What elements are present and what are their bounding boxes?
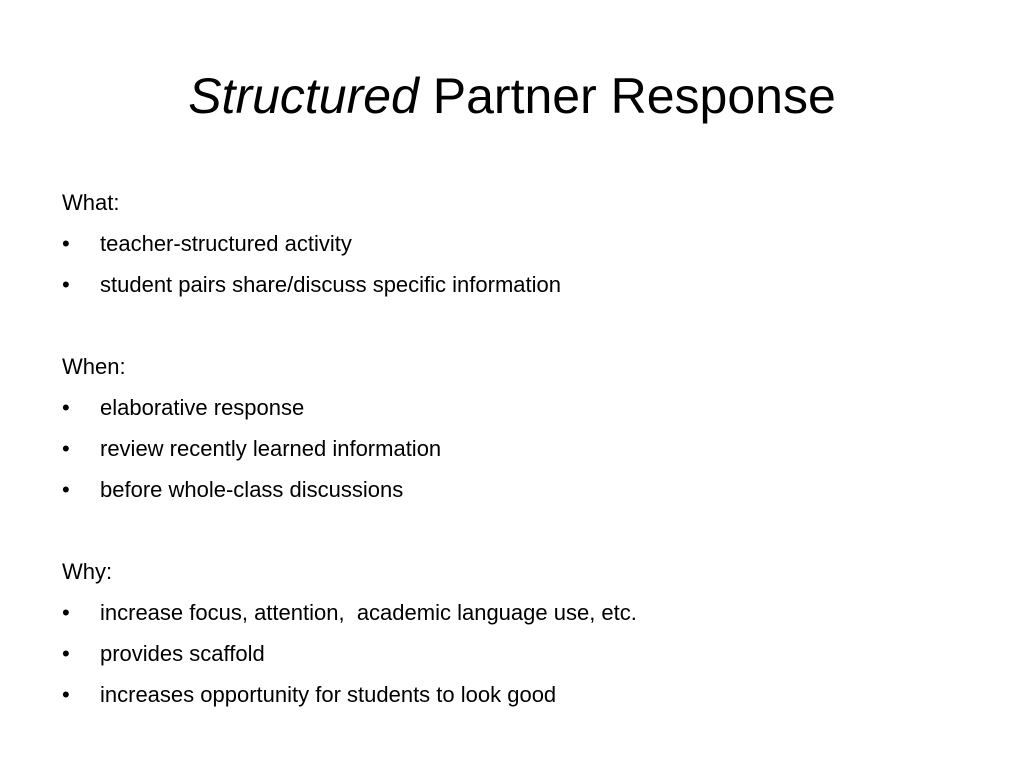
bullet-item: • increases opportunity for students to look good [62,674,982,715]
section-heading: What: [62,190,120,215]
bullet-list [62,387,982,510]
bullet-item: • before whole-class discussions [62,469,982,510]
slide-title-rest: Partner Response [418,68,836,124]
bullet-list [62,592,982,715]
bullet-item: • provides scaffold [62,633,982,674]
section-heading: Why: [62,559,113,584]
slide-title-emphasis: Structured [188,68,419,124]
bullet-item: • increase focus, attention, academic language use, etc. [62,592,982,633]
section-when [62,346,982,510]
slide-title [0,64,1024,128]
bullet-item: • elaborative response [62,387,982,428]
bullet-item: • student pairs share/discuss specific information [62,264,982,305]
section-heading: When: [62,354,126,379]
bullet-item: • teacher-structured activity [62,223,982,264]
bullet-item: • review recently learned information [62,428,982,469]
section-what [62,182,982,305]
slide-body [62,182,982,715]
section-why [62,551,982,715]
bullet-list [62,223,982,305]
